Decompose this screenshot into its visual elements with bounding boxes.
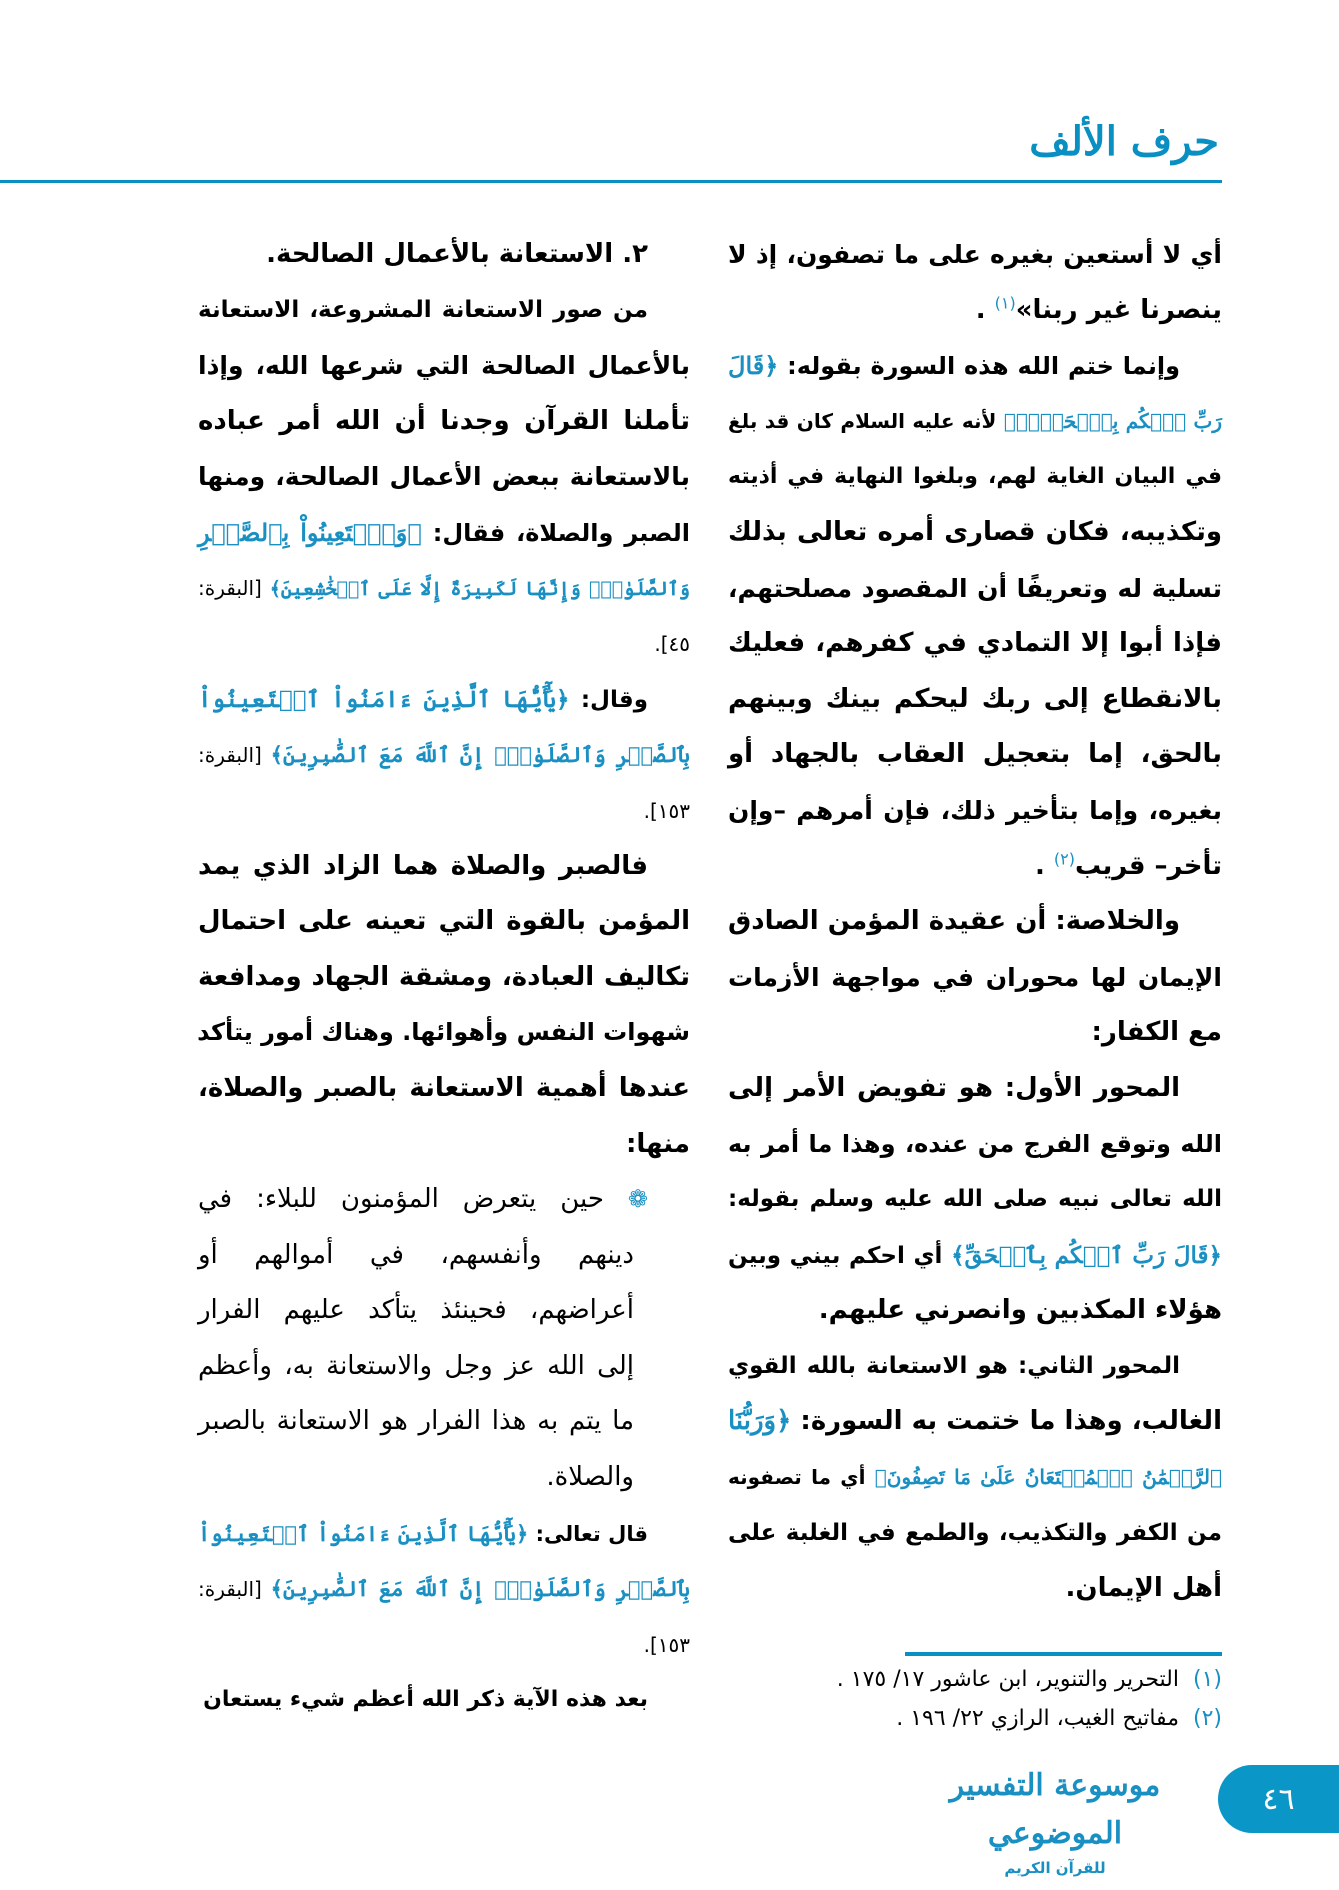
text-line xyxy=(198,394,690,450)
right-text-column xyxy=(728,227,1222,1617)
text-line xyxy=(198,727,690,783)
body-text: تسلية له وتعريفًا أن المقصود مصلحتهم، xyxy=(728,573,1222,603)
text-line xyxy=(728,727,1222,783)
text-line xyxy=(728,1228,1222,1284)
quran-verse: بِٱلصَّبۡرِ وَٱلصَّلَوٰةِۚ إِنَّ ٱللَّهَ مَعَ ٱلصَّٰبِرِينَ﴾ xyxy=(270,742,691,768)
text-line xyxy=(728,783,1222,839)
chapter-header-title: حرف الألف xyxy=(1029,118,1219,165)
text-line xyxy=(198,561,690,617)
verse-reference: [البقرة: xyxy=(198,743,271,768)
body-text: بالانقطاع إلى ربك ليحكم بينك وبينهم xyxy=(728,683,1222,714)
quran-verse: ﴿قَالَ رَبِّ ٱحۡكُم بِٱلۡحَقِّ﴾ xyxy=(951,1241,1222,1269)
body-text: تكاليف العبادة، ومشقة الجهاد ومدافعة xyxy=(198,961,690,992)
body-text: تأخر– قريب xyxy=(1075,850,1222,881)
quran-verse: ﴿وَٱسۡتَعِينُواْ بِٱلصَّبۡرِ xyxy=(198,517,422,547)
quran-verse: ﴿يَٰٓأَيُّهَا ٱلَّذِينَ ءَامَنُواْ ٱسۡتَعِينُواْ xyxy=(198,1520,529,1546)
body-text: فالصبر والصلاة هما الزاد الذي يمد xyxy=(198,850,648,881)
verse-reference: ١٥٣]. xyxy=(643,1632,690,1657)
verse-reference: ١٥٣]. xyxy=(643,798,690,823)
text-line xyxy=(728,1506,1222,1562)
text-line xyxy=(198,1005,690,1061)
text-line xyxy=(198,1506,690,1562)
text-line xyxy=(728,561,1222,617)
body-text: من صور الاستعانة المشروعة، الاستعانة xyxy=(198,296,648,323)
footnote-text: مفاتيح الغيب، الرازي ٢٢/ ١٩٦ . xyxy=(896,1706,1179,1731)
body-text: . xyxy=(1034,850,1054,881)
text-line xyxy=(198,1172,690,1228)
text-line xyxy=(198,616,690,672)
encyclopedia-logo xyxy=(930,1762,1180,1877)
body-text: . xyxy=(975,294,995,325)
quran-verse: رَبِّ ٱحۡكُم بِٱلۡحَقِّۗ﴾ xyxy=(1003,408,1222,433)
body-text: أعراضهم، فحينئذ يتأكد عليهم الفرار xyxy=(198,1295,634,1326)
body-text: وقال: xyxy=(569,686,648,713)
text-line xyxy=(728,839,1222,895)
text-line xyxy=(728,1394,1222,1450)
text-line xyxy=(728,1005,1222,1061)
footnote-divider xyxy=(905,1652,1222,1656)
text-line xyxy=(198,449,690,505)
body-text: قال تعالى: xyxy=(528,1521,648,1546)
text-line xyxy=(728,394,1222,450)
body-text: هؤلاء المكذبين وانصرني عليهم. xyxy=(818,1295,1222,1326)
quran-verse: وَٱلصَّلَوٰةِۚ وَإِنَّهَا لَكَبِيرَةٌ إِلَّا عَلَى ٱلۡخَٰشِعِينَ﴾ xyxy=(269,577,691,600)
footnote-2 xyxy=(896,1706,1222,1731)
footnote-number: (٢) xyxy=(1192,1706,1222,1731)
text-line xyxy=(728,1450,1222,1506)
text-line xyxy=(198,1672,690,1728)
body-text: في البيان الغاية لهم، وبلغوا النهاية في أذيته xyxy=(728,464,1222,490)
text-line xyxy=(728,672,1222,728)
body-text: إلى الله عز وجل والاستعانة به، وأعظم xyxy=(198,1350,634,1381)
verse-reference: ٤٥]. xyxy=(654,632,690,657)
text-line xyxy=(198,1228,690,1284)
body-text: أي ما تصفونه xyxy=(728,1465,875,1490)
body-text: الصبر والصلاة، فقال: xyxy=(421,518,690,547)
text-line xyxy=(728,1061,1222,1117)
text-line xyxy=(198,505,690,561)
quran-verse: ﴿قَالَ xyxy=(728,351,779,381)
body-text: بغيره، وإما بتأخير ذلك، فإن أمرهم –وإن xyxy=(728,795,1222,825)
body-text: المحور الثاني: هو الاستعانة بالله القوي xyxy=(728,1352,1180,1379)
body-text: مع الكفار: xyxy=(1091,1017,1222,1048)
body-text: أي لا أستعين بغيره على ما تصفون، إذ لا xyxy=(728,240,1222,269)
header-divider xyxy=(0,180,1222,183)
body-text: بالحق، إما بتعجيل العقاب بالجهاد أو xyxy=(728,739,1222,770)
text-line xyxy=(198,1561,690,1617)
text-line xyxy=(728,950,1222,1006)
logo-title: موسوعة التفسير الموضوعي xyxy=(949,1768,1161,1851)
body-text: ٢. الاستعانة بالأعمال الصالحة. xyxy=(266,239,648,269)
body-text: بالأعمال الصالحة التي شرعها الله، وإذا xyxy=(198,351,690,381)
body-text: بالاستعانة ببعض الأعمال الصالحة، ومنها xyxy=(198,462,690,492)
quran-verse: بِٱلصَّبۡرِ وَٱلصَّلَوٰةِۚ إِنَّ ٱللَّهَ مَعَ ٱلصَّٰبِرِينَ﴾ xyxy=(270,1576,691,1602)
text-line xyxy=(198,1394,690,1450)
section-heading xyxy=(198,227,690,283)
text-line xyxy=(728,505,1222,561)
body-text: شهوات النفس وأهوائها. وهناك أمور يتأكد xyxy=(197,1018,690,1047)
text-line xyxy=(198,783,690,839)
body-text: الله تعالى نبيه صلى الله عليه وسلم بقوله: xyxy=(728,1186,1222,1213)
body-text: والخلاصة: أن عقيدة المؤمن الصادق xyxy=(728,906,1180,937)
body-text: المحور الأول: هو تفويض الأمر إلى xyxy=(728,1072,1180,1103)
text-line xyxy=(728,1561,1222,1617)
quran-verse: ﴿وَرَبُّنَا xyxy=(728,1406,792,1437)
body-text: أهل الإيمان. xyxy=(1065,1573,1222,1604)
footnote-number: (١) xyxy=(1192,1667,1222,1692)
text-line xyxy=(728,338,1222,394)
text-line xyxy=(198,1339,690,1395)
footnote-ref[interactable]: (١) xyxy=(994,292,1016,312)
body-text: الغالب، وهذا ما ختمت به السورة: xyxy=(791,1406,1222,1437)
page-number-badge xyxy=(1218,1765,1339,1833)
text-line xyxy=(198,1617,690,1673)
text-line xyxy=(198,1283,690,1339)
body-text: دينهم وأنفسهم، في أموالهم أو xyxy=(198,1239,634,1270)
text-line xyxy=(728,894,1222,950)
verse-reference: [البقرة: xyxy=(198,1577,271,1602)
text-line xyxy=(198,283,690,339)
verse-reference: [البقرة: xyxy=(198,575,270,600)
body-text: عندها أهمية الاستعانة بالصبر والصلاة، xyxy=(198,1072,690,1103)
left-text-column xyxy=(198,227,690,1728)
footnote-text: التحرير والتنوير، ابن عاشور ١٧/ ١٧٥ . xyxy=(836,1667,1179,1692)
quran-verse: ٱلرَّحۡمَٰنُ ٱلۡمُسۡتَعَانُ عَلَىٰ مَا تَصِفُونَ﴾ xyxy=(874,1465,1222,1490)
text-line xyxy=(728,616,1222,672)
body-text: وتكذيبه، فكان قصارى أمره تعالى بذلك xyxy=(728,516,1222,547)
text-line xyxy=(198,338,690,394)
body-text: من الكفر والتكذيب، والطمع في الغلبة على xyxy=(728,1519,1222,1546)
body-text: المؤمن بالقوة التي تعينه على احتمال xyxy=(198,906,690,937)
body-text: منها: xyxy=(625,1128,690,1159)
text-line xyxy=(728,1283,1222,1339)
footnote-1 xyxy=(837,1667,1222,1692)
text-line xyxy=(198,839,690,895)
body-text: الله وتوقع الفرج من عنده، وهذا ما أمر به xyxy=(728,1129,1222,1158)
text-line xyxy=(198,672,690,728)
body-text: ينصرنا غير ربنا» xyxy=(1015,294,1222,325)
body-text: تأملنا القرآن وجدنا أن الله أمر عباده xyxy=(198,405,690,436)
text-line xyxy=(198,894,690,950)
body-text: وإنما ختم الله هذه السورة بقوله: xyxy=(778,352,1180,381)
text-line xyxy=(728,1172,1222,1228)
text-line xyxy=(198,1450,690,1506)
body-text: ما يتم به هذا الفرار هو الاستعانة بالصبر xyxy=(198,1406,634,1437)
body-text: بعد هذه الآية ذكر الله أعظم شيء يستعان xyxy=(203,1687,648,1713)
bullet-flower-icon: ❁ xyxy=(627,1185,648,1214)
body-text: والصلاة. xyxy=(546,1462,634,1493)
text-line xyxy=(728,1339,1222,1395)
page-number: ٤٦ xyxy=(1262,1781,1295,1817)
body-text: لأنه عليه السلام كان قد بلغ xyxy=(728,408,1004,433)
body-text: الإيمان لها محوران في مواجهة الأزمات xyxy=(728,962,1222,992)
footnote-ref[interactable]: (٢) xyxy=(1053,848,1076,868)
logo-subtitle: للقرآن الكريم xyxy=(1004,1859,1106,1877)
text-line xyxy=(198,1117,690,1173)
text-line xyxy=(728,227,1222,283)
body-text: فإذا أبوا إلا التمادي في كفرهم، فعليك xyxy=(728,628,1222,659)
quran-verse: ﴿يَٰٓأَيُّهَا ٱلَّذِينَ ءَامَنُواْ ٱسۡتَعِينُواْ xyxy=(198,685,570,713)
body-text: أي احكم بيني وبين xyxy=(728,1242,952,1269)
text-line xyxy=(728,1117,1222,1173)
text-line xyxy=(198,1061,690,1117)
text-line xyxy=(198,950,690,1006)
text-line xyxy=(728,449,1222,505)
body-text: حين يتعرض المؤمنون للبلاء: في xyxy=(198,1184,628,1215)
text-line xyxy=(728,283,1222,339)
